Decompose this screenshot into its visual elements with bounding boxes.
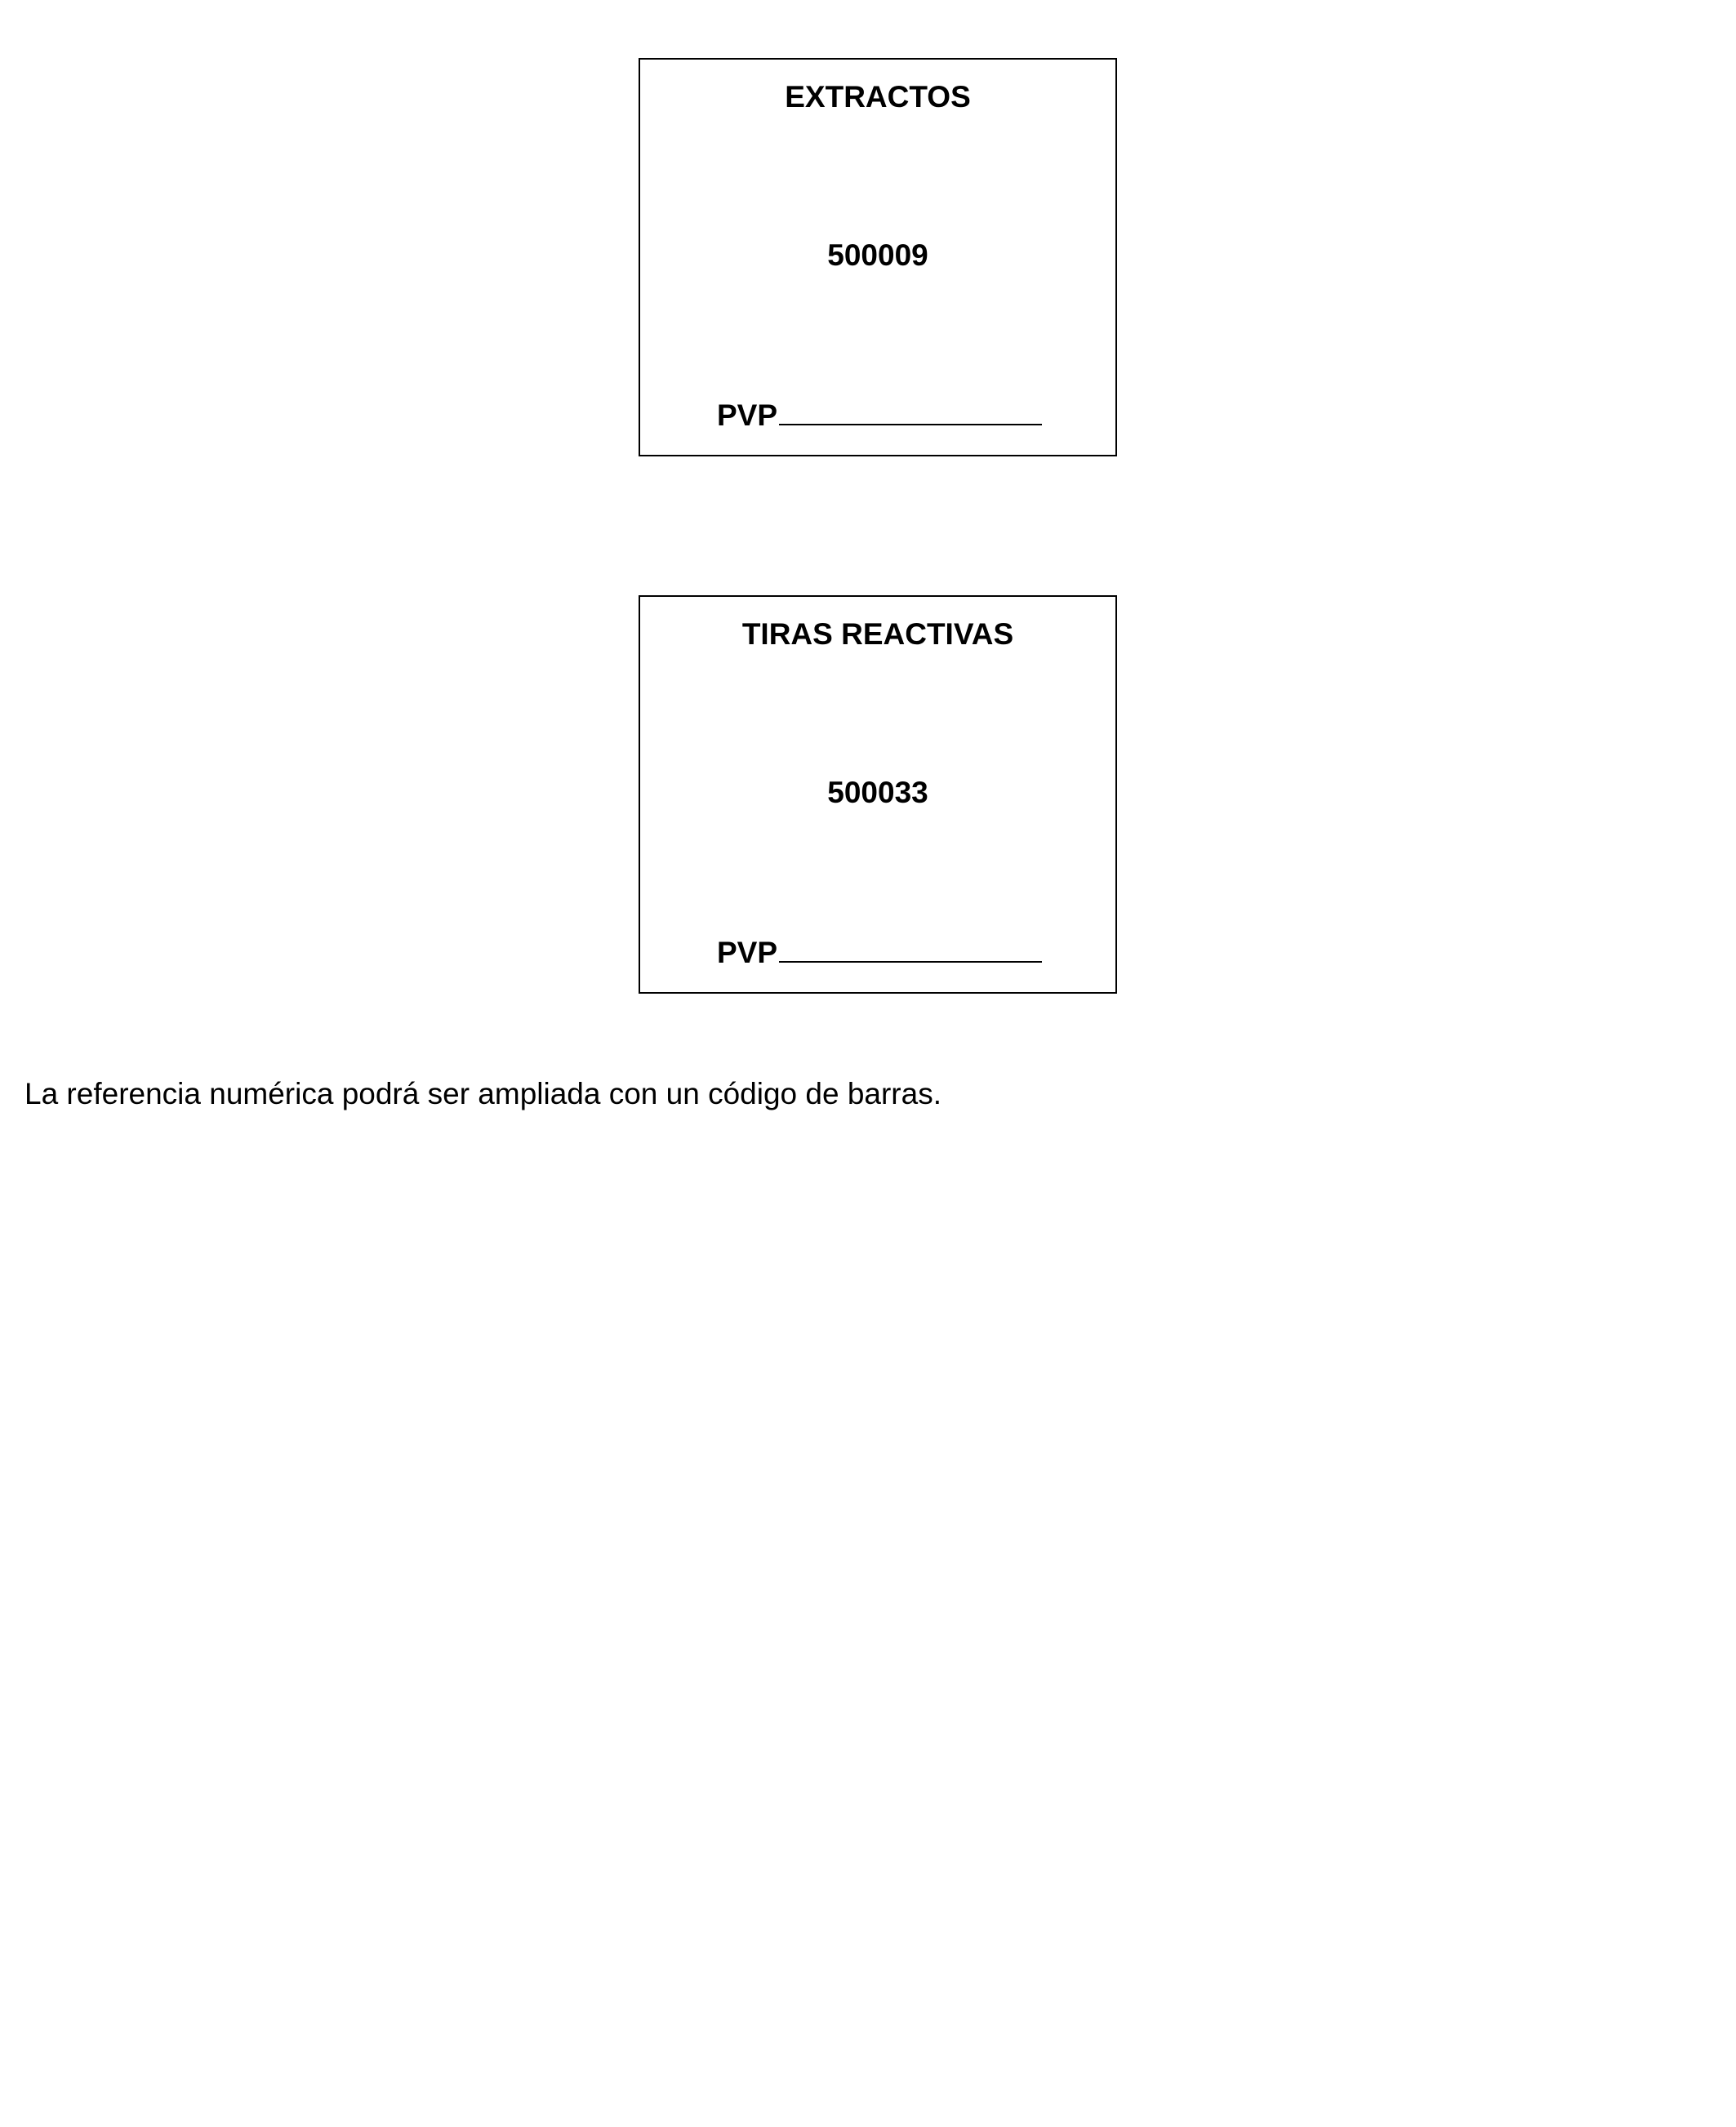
price-blank-line (779, 937, 1042, 963)
label-reference-code: 500033 (827, 776, 928, 809)
label-price-line (717, 398, 1042, 434)
label-box-tiras-reactivas (639, 595, 1117, 994)
price-label: PVP (717, 936, 778, 969)
barcode-note: La referencia numérica podrá ser ampliada con un código de barras. (24, 1077, 941, 1110)
label-title: EXTRACTOS (785, 80, 971, 113)
price-label: PVP (717, 398, 778, 432)
label-reference-code: 500009 (827, 238, 928, 272)
label-title: TIRAS REACTIVAS (741, 617, 1014, 651)
label-box-extractos (639, 58, 1117, 456)
label-price-line (717, 935, 1042, 971)
price-blank-line (779, 399, 1042, 425)
